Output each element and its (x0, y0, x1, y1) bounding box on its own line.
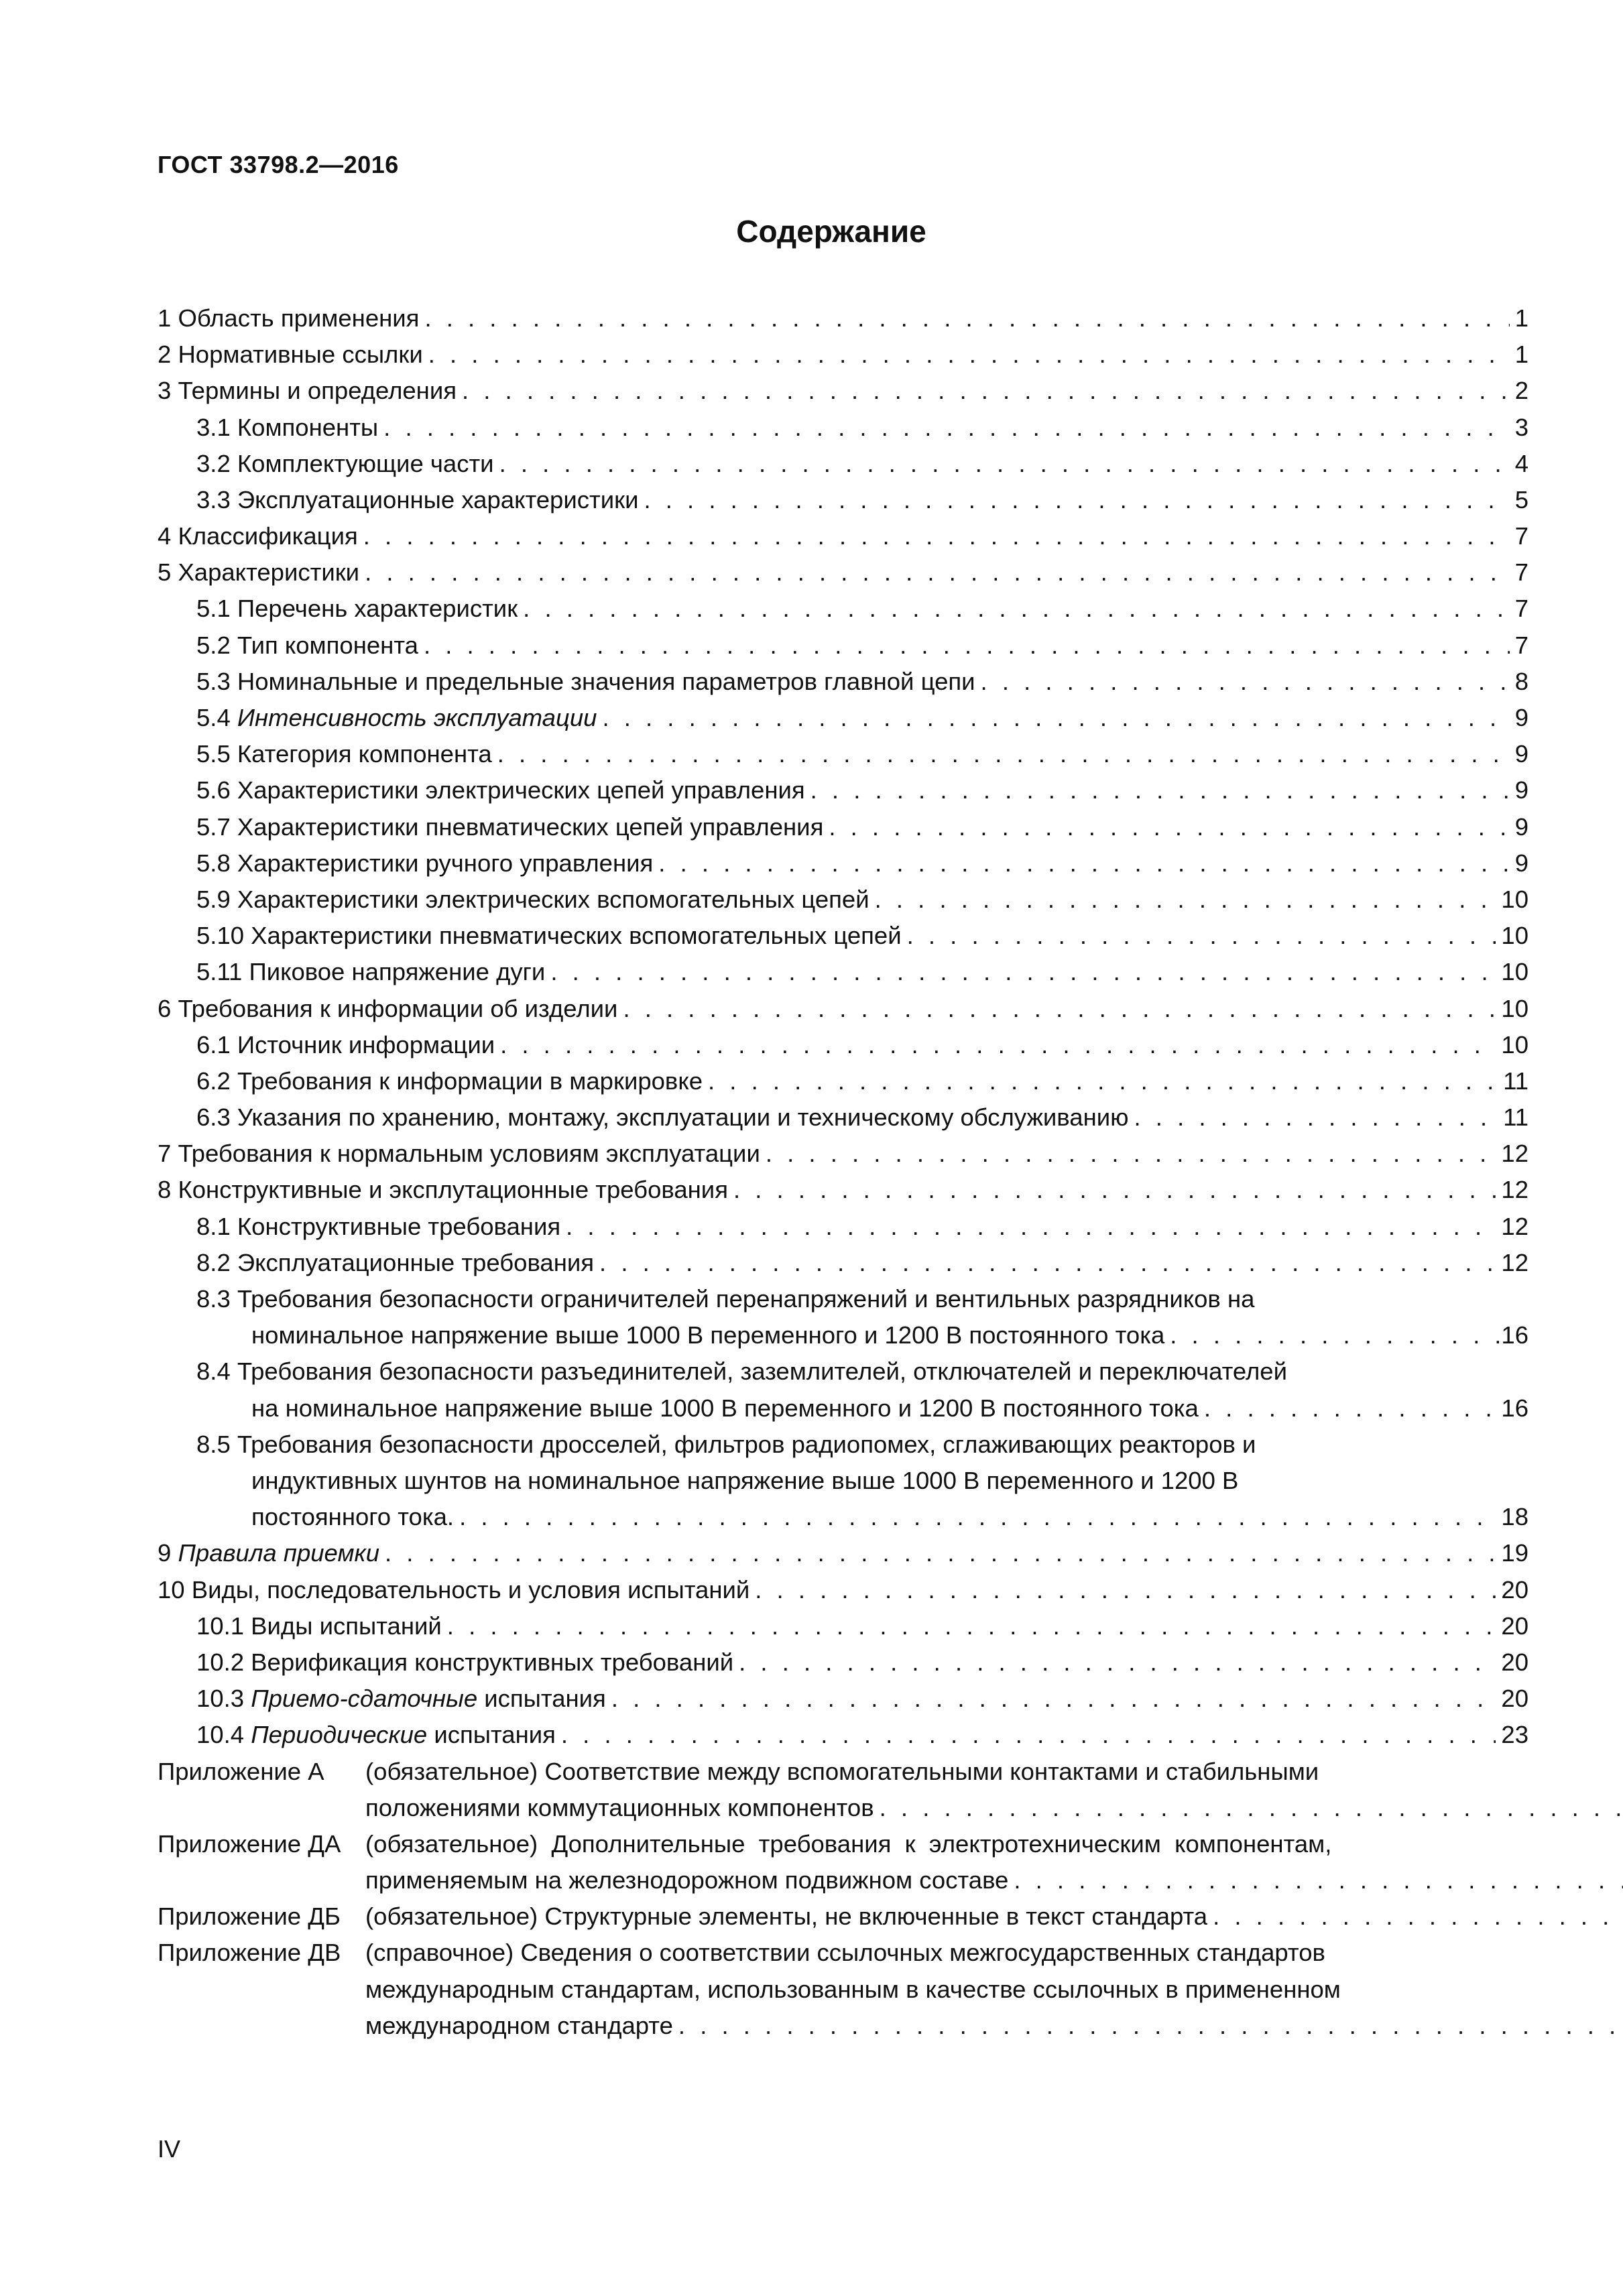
toc-entry: положениями коммутационных компонентов . . . (365, 1790, 1623, 1826)
appendix-line: международным стандартам, использованным в качестве ссылочных в примененном (365, 1975, 1341, 2003)
toc-entry-line[interactable]: 8.4 Требования безопасности разъединителей, заземлителей, отключателей и переключателей (196, 1357, 1287, 1386)
toc-entry[interactable]: на номинальное напряжение выше 1000 В переменного и 1200 В постоянного тока . . . 16 (158, 1390, 1528, 1427)
toc-entry[interactable]: 5.8 Характеристики ручного управления . . . 9 (158, 845, 1528, 882)
toc-entry[interactable]: 8 Конструктивные и эксплутационные требования . . . 12 (158, 1172, 1528, 1209)
toc-entry[interactable]: 5.7 Характеристики пневматических цепей управления . . . 9 (158, 809, 1528, 845)
toc-entry-line[interactable]: 8.3 Требования безопасности ограничителей перенапряжений и вентильных разрядников на (196, 1285, 1255, 1313)
toc-entry[interactable]: 5.2 Тип компонента . . . 7 (158, 627, 1528, 664)
document-code: ГОСТ 33798.2—2016 (158, 151, 399, 178)
toc-entry[interactable]: 5.6 Характеристики электрических цепей управления . . . 9 (158, 772, 1528, 808)
appendix-line: (справочное) Сведения о соответствии ссылочных межгосударственных стандартов (365, 1939, 1325, 1967)
appendix-label: Приложение ДВ (158, 1939, 341, 1967)
toc-entry[interactable]: 3 Термины и определения . . . 2 (158, 373, 1528, 409)
appendix-label: Приложение А (158, 1757, 324, 1785)
toc-entry[interactable]: 10.2 Верификация конструктивных требований . . . 20 (158, 1644, 1528, 1681)
toc-entry[interactable]: 5 Характеристики . . . 7 (158, 554, 1528, 591)
toc-entry[interactable]: 5.9 Характеристики электрических вспомогательных цепей . . . 10 (158, 882, 1528, 918)
toc-appendix-dv[interactable] (158, 1935, 1528, 2044)
toc-entry[interactable]: 6 Требования к информации об изделии . . . 10 (158, 991, 1528, 1027)
toc-entry[interactable]: 9 Правила приемки . . . 19 (158, 1535, 1528, 1571)
toc-entry[interactable]: 3.2 Комплектующие части . . . 4 (158, 446, 1528, 482)
toc-entry[interactable]: 3.3 Эксплуатационные характеристики . . . 5 (158, 482, 1528, 518)
appendix-label: Приложение ДА (158, 1829, 341, 1858)
toc-entry[interactable]: 8.1 Конструктивные требования . . . 12 (158, 1209, 1528, 1245)
toc-entry: применяемым на железнодорожном подвижном составе . . . (365, 1862, 1623, 1898)
appendix-line: (обязательное) Соответствие между вспомогательными контактами и стабильными (365, 1757, 1319, 1785)
toc-entry[interactable]: постоянного тока. . . . 18 (158, 1499, 1528, 1535)
toc-entry[interactable]: 1 Область применения . . . 1 (158, 300, 1528, 337)
toc-appendix-da[interactable] (158, 1826, 1528, 1898)
toc-entry[interactable]: 10 Виды, последовательность и условия испытаний . . . 20 (158, 1572, 1528, 1608)
toc-entry-line[interactable]: 8.5 Требования безопасности дросселей, фильтров радиопомех, сглаживающих реакторов и (196, 1430, 1256, 1458)
toc-entry[interactable]: 5.5 Категория компонента . . . 9 (158, 736, 1528, 772)
page-title: Содержание (736, 214, 926, 249)
toc-entry[interactable]: 5.1 Перечень характеристик . . . 7 (158, 591, 1528, 627)
toc-entry[interactable]: 3.1 Компоненты . . . 3 (158, 410, 1528, 446)
toc-appendix-db[interactable] (158, 1898, 1528, 1935)
toc-entry[interactable]: 6.1 Источник информации . . . 10 (158, 1027, 1528, 1063)
toc-entry[interactable]: 2 Нормативные ссылки . . . 1 (158, 337, 1528, 373)
appendix-line: (обязательное) Дополнительные требования к электротехническим компонентам, (365, 1829, 1332, 1858)
toc-entry[interactable]: 5.10 Характеристики пневматических вспомогательных цепей . . . 10 (158, 918, 1528, 954)
table-of-contents (158, 300, 1528, 2044)
toc-entry[interactable]: номинальное напряжение выше 1000 В переменного и 1200 В постоянного тока . . . .16 (158, 1317, 1528, 1353)
toc-entry[interactable]: 7 Требования к нормальным условиям эксплуатации . . . 12 (158, 1136, 1528, 1172)
toc-entry[interactable]: 10.1 Виды испытаний . . . 20 (158, 1608, 1528, 1644)
toc-entry[interactable]: 8.2 Эксплуатационные требования . . . 12 (158, 1245, 1528, 1281)
toc-entry[interactable]: 10.3 Приемо-сдаточные испытания . . . 20 (158, 1681, 1528, 1717)
toc-entry[interactable]: 6.2 Требования к информации в маркировке . . . 11 (158, 1063, 1528, 1099)
toc-entry[interactable]: 4 Классификация . . . 7 (158, 518, 1528, 554)
toc-entry: международном стандарте . . . (365, 2008, 1623, 2044)
toc-entry[interactable]: 6.3 Указания по хранению, монтажу, эксплуатации и техническому обслуживанию . . . 11 (158, 1099, 1528, 1136)
toc-entry-line[interactable]: индуктивных шунтов на номинальное напряжение выше 1000 В переменного и 1200 В (251, 1467, 1239, 1494)
toc-entry[interactable]: 10.4 Периодические испытания . . . 23 (158, 1717, 1528, 1753)
toc-appendix-a[interactable] (158, 1754, 1528, 1826)
toc-entry: (обязательное) Структурные элементы, не включенные в текст стандарта . . . (365, 1898, 1623, 1935)
toc-entry[interactable]: 5.3 Номинальные и предельные значения параметров главной цепи . . . 8 (158, 664, 1528, 700)
toc-entry[interactable]: 5.4 Интенсивность эксплуатации . . . 9 (158, 700, 1528, 736)
page-number: IV (158, 2135, 181, 2163)
appendix-label: Приложение ДБ (158, 1902, 341, 1931)
toc-entry[interactable]: 5.11 Пиковое напряжение дуги . . . 10 (158, 954, 1528, 990)
